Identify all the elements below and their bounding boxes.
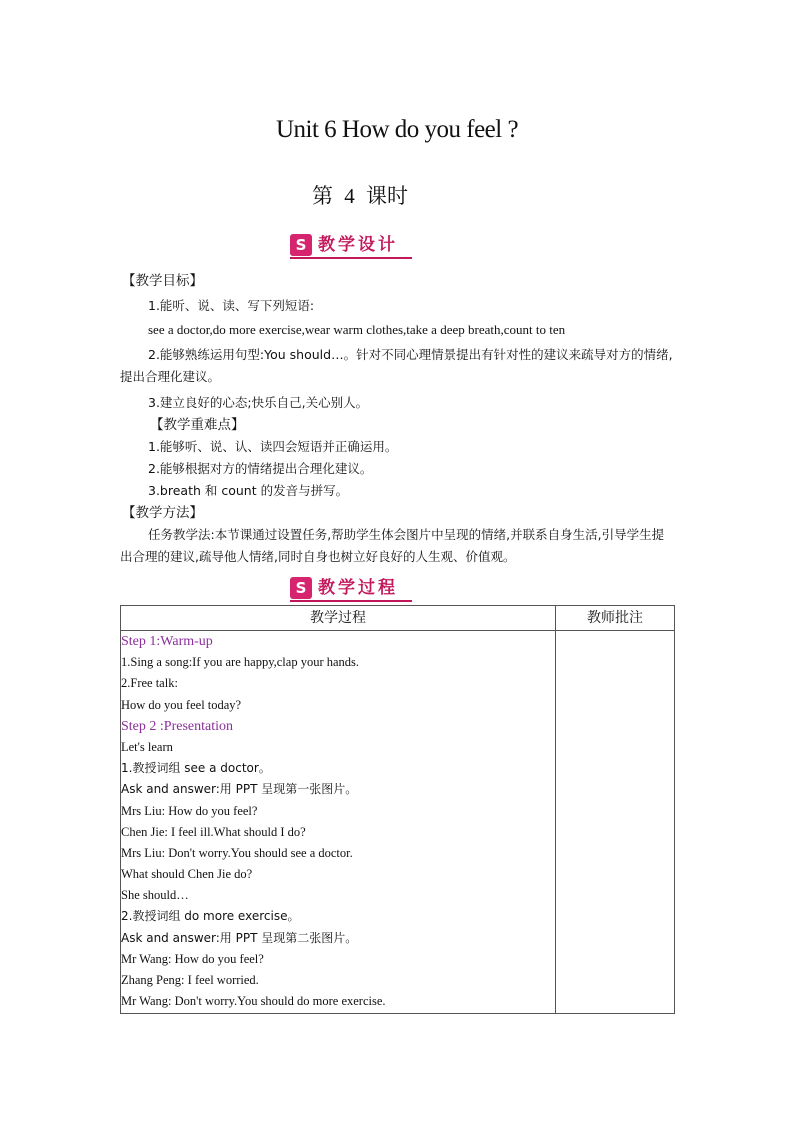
objective-phrases: see a doctor,do more exercise,wear warm clothes,take a deep breath,count to ten <box>148 322 566 337</box>
column-header-notes: 教师批注 <box>556 606 675 631</box>
step-heading: Step 2 :Presentation <box>121 718 233 734</box>
teaching-process-table <box>120 605 675 1014</box>
process-line: Ask and answer:用 PPT 呈现第二张图片。 <box>121 930 358 945</box>
section-logo-icon: S <box>290 577 312 599</box>
objective-item-3: 3.建立良好的心态;快乐自己,关心别人。 <box>148 395 369 410</box>
process-line: 1.Sing a song:If you are happy,clap your hands. <box>121 655 360 670</box>
process-line: Mr Wang: Don't worry.You should do more exercise. <box>121 994 386 1009</box>
section-logo-icon: S <box>290 234 312 256</box>
section-banner-process <box>290 576 412 602</box>
banner-underline <box>290 600 412 602</box>
key-points-heading: 【教学重难点】 <box>150 417 245 433</box>
process-line: Mrs Liu: Don't worry.You should see a doctor. <box>121 845 353 860</box>
process-line: 1.教授词组 see a doctor。 <box>121 761 271 776</box>
key-point-item-3: 3.breath 和 count 的发音与拼写。 <box>148 483 349 498</box>
process-line: Zhang Peng: I feel worried. <box>121 973 259 987</box>
methods-text: 任务教学法:本节课通过设置任务,帮助学生体会图片中呈现的情绪,并联系自身生活,引导学生提出合理的建议,疏导他人情绪,同时自身也树立好良好的人生观、价值观。 <box>120 527 665 564</box>
lesson-number: 第 4 课时 <box>312 184 408 208</box>
key-point-item-2: 2.能够根据对方的情绪提出合理化建议。 <box>148 461 373 476</box>
methods-heading: 【教学方法】 <box>122 505 203 521</box>
process-line: Ask and answer:用 PPT 呈现第一张图片。 <box>121 782 358 797</box>
unit-title: Unit 6 How do you feel ? <box>275 116 519 143</box>
process-content-cell <box>121 631 556 1014</box>
process-line: She should… <box>121 888 189 903</box>
process-line: Let's learn <box>121 739 173 754</box>
section-banner-label: 教学过程 <box>318 578 398 598</box>
process-line: Chen Jie: I feel ill.What should I do? <box>121 824 306 839</box>
section-banner-label: 教学设计 <box>318 235 398 255</box>
objectives-heading: 【教学目标】 <box>122 273 203 289</box>
process-line: Mrs Liu: How do you feel? <box>121 803 258 818</box>
banner-underline <box>290 257 412 259</box>
column-header-process: 教学过程 <box>121 606 556 631</box>
objective-item-2: 2.能够熟练运用句型:You should…。针对不同心理情景提出有针对性的建议来疏导对方的情绪,提出合理化建议。 <box>120 347 673 384</box>
table-header-row <box>121 606 675 631</box>
section-banner-design <box>290 233 412 259</box>
process-line: 2.教授词组 do more exercise。 <box>121 909 300 924</box>
step-heading: Step 1:Warm-up <box>121 634 213 649</box>
process-line: 2.Free talk: <box>121 676 178 691</box>
table-row <box>121 631 675 1014</box>
teacher-notes-cell <box>556 631 675 1014</box>
process-line: Mr Wang: How do you feel? <box>121 951 264 966</box>
process-line: What should Chen Jie do? <box>121 867 253 882</box>
objective-item-1: 1.能听、说、读、写下列短语: <box>148 298 315 313</box>
process-line: How do you feel today? <box>121 697 242 712</box>
key-point-item-1: 1.能够听、说、认、读四会短语并正确运用。 <box>148 439 398 454</box>
